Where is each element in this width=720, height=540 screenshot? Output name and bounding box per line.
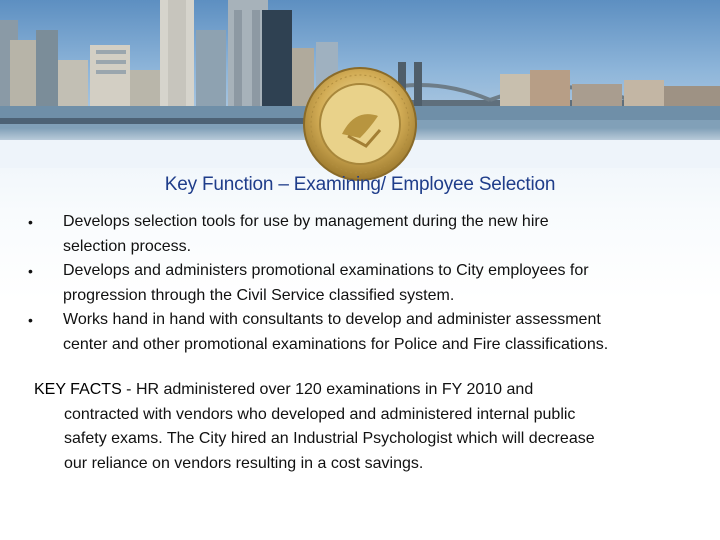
bullet-line: selection process.	[63, 237, 192, 255]
bullet-icon: •	[28, 263, 33, 279]
bullet-line: progression through the Civil Service classified system.	[63, 286, 455, 304]
bullet-icon: •	[28, 312, 33, 328]
key-facts-line: safety exams. The City hired an Industrial Psychologist which will decrease	[64, 430, 595, 447]
slide-title: Key Function – Examining/ Employee Selection	[164, 174, 556, 195]
city-seal-icon	[300, 64, 420, 184]
bullet-icon: •	[28, 214, 33, 230]
key-facts	[34, 378, 714, 476]
list-item	[28, 308, 708, 357]
list-item	[28, 259, 708, 308]
key-facts-label: KEY FACTS	[34, 381, 122, 398]
list-item	[28, 210, 708, 259]
bullet-line: Develops selection tools for use by management during the new hire	[63, 213, 549, 230]
key-facts-line: contracted with vendors who developed and administered internal public	[64, 405, 576, 423]
bullet-line: center and other promotional examinations for Police and Fire classifications.	[63, 335, 609, 353]
key-facts-line: - HR administered over 120 examinations in FY 2010 and	[121, 381, 534, 398]
key-facts-line: our reliance on vendors resulting in a cost savings.	[64, 454, 424, 472]
bullet-line: Works hand in hand with consultants to develop and administer assessment	[63, 311, 601, 328]
bullet-line: Develops and administers promotional examinations to City employees for	[63, 262, 589, 279]
bullet-list	[28, 210, 708, 357]
